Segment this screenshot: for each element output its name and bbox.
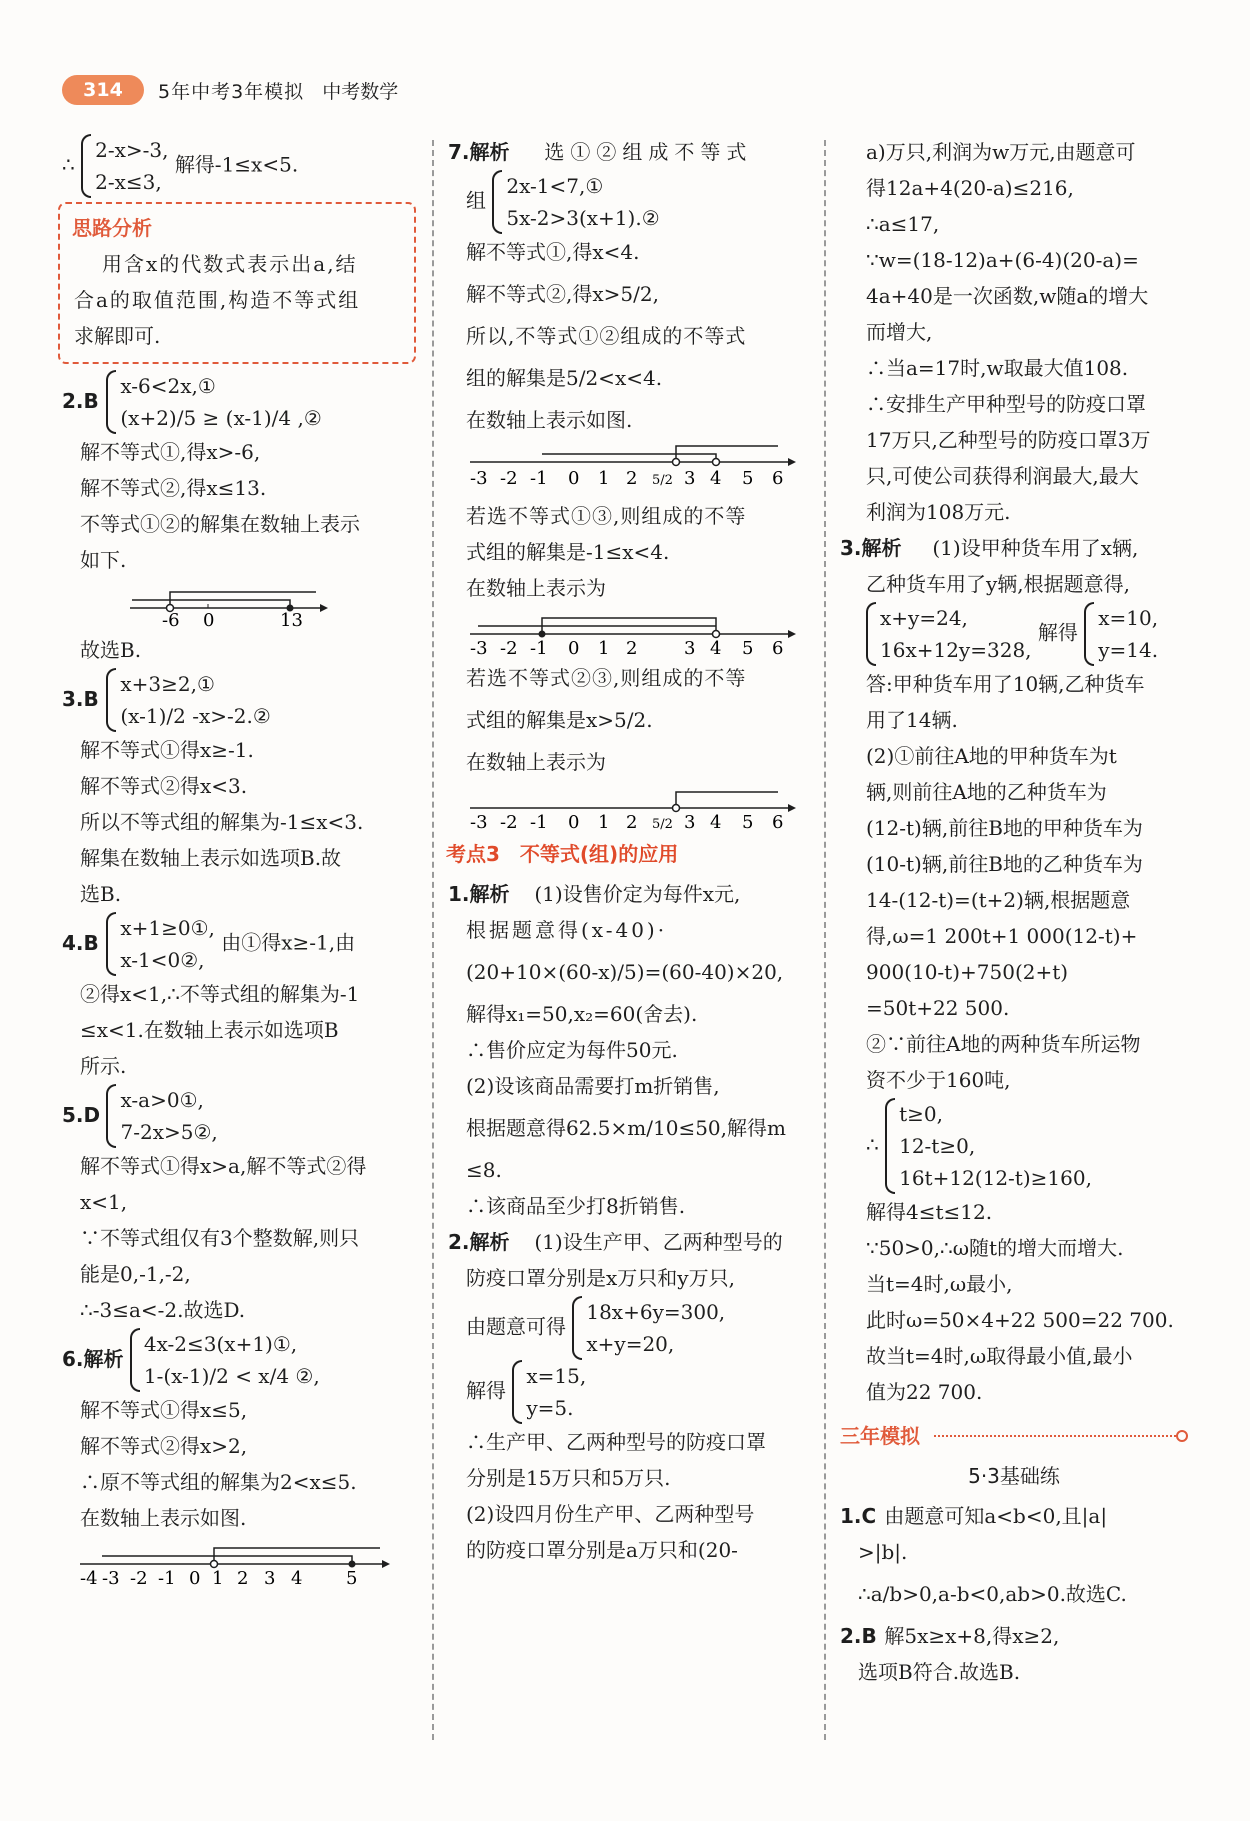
svg-text:-3: -3	[470, 468, 488, 489]
column-middle: 7.解析 选①②组成不等式 组 2x-1<7,① 5x-2>3(x+1).② 解不等式①,得x<4. 解不等式②,得x>5/2, 所以,不等式①②组成的不等式 组的解集是5/2<x<4. 在数轴上表示如图. -3 -2 -1 0 1 2 5/2 3 4 5 6 若选不等式①③,则组成的不等 式组的解集是-1≤x<4. 在数轴上表示为 -3 -2 -1 0 1 2 3 4 5 6 若选不等式②③,则组成的不等 式组的解集是x>5/2. 在数轴上表示为 -3 -2 -1 0 1 2 5/2 3 4 5 6 考点3 不等式(组)的应用 1.解析 (1)设售价定为每件x元, 根据题意得(x-40)· (20+10×(60-x)/5)=(60-40)×20, 解得x₁=50,x₂=60(舍去). ∴售价应定为每件50元. (2)设该商品需要打m折销售, 根据题意得62.5×m/10≤50,解得m ≤8. ∴该商品至少打8折销售. 2.解析 (1)设生产甲、乙两种型号的 防疫口罩分别是x万只和y万只, 由题意可得 18x+6y=300, x+y=20, 解得 x=15, y=5. ∴生产甲、乙两种型号的防疫口罩 分别是15万只和5万只. (2)设四月份生产甲、乙两种型号 的防疫口罩分别是a万只和(20-	[448, 134, 804, 1568]
svg-text:5/2: 5/2	[652, 473, 673, 488]
svg-text:5: 5	[346, 1568, 358, 1588]
svg-text:5: 5	[742, 812, 754, 832]
svg-text:1: 1	[598, 812, 610, 832]
svg-text:6: 6	[772, 812, 784, 832]
svg-text:6: 6	[772, 638, 784, 658]
svg-text:4: 4	[291, 1568, 303, 1588]
number-line-q7-a	[448, 440, 798, 496]
answer-line: ∴ 2-x>-3, 2-x≤3, 解得-1≤x<5.	[62, 134, 416, 198]
application-question-1: 1.解析 (1)设售价定为每件x元,	[448, 882, 741, 906]
svg-text:-2: -2	[130, 1568, 148, 1588]
svg-text:2: 2	[626, 812, 638, 832]
svg-text:4: 4	[710, 638, 722, 658]
subject-title: 中考数学	[322, 80, 399, 103]
column-left: ∴ 2-x>-3, 2-x≤3, 解得-1≤x<5. 思路分析 用含x的代数式表示出a,结 合a的取值范围,构造不等式组 求解即可. 2.B x-6<2x,① (x+2)/5 ≥ (x-1)/4 ,② 解不等式①,得x>-6, 解不等式②,得x≤13. 不等式①②的解集在数轴上表示 如下. -6 0 13 故选B. 3.B x+3≥2,① (x-1)/2 -x>-2.② 解不等式①得x≥-1. 解不等式②得x<3. 所以不等式组的解集为-1≤x<3. 解集在数轴上表示如选项B.故 选B. 4.B x+1≥0①, x-1<0②, 由①得x≥-1,由 ②得x<1,∴不等式组的解集为-1 ≤x<1.在数轴上表示如选项B 所示. 5.D x-a>0①, 7-2x>5②, 解不等式①得x>a,解不等式②得 x<1, ∵不等式组仅有3个整数解,则只 能是0,-1,-2, ∴-3≤a<-2.故选D. 6.解析 4x-2≤3(x+1)①, 1-(x-1)/2 < x/4 ②, 解不等式①得x≤5, 解不等式②得x>2, ∴原不等式组的解集为2<x≤5. 在数轴上表示如图. -4 -3 -2 -1 0 1 2 3 4 5	[62, 134, 416, 1590]
svg-text:3: 3	[264, 1568, 276, 1588]
svg-text:1: 1	[212, 1568, 224, 1588]
tick-label: -6	[162, 610, 180, 630]
column-right: a)万只,利润为w万元,由题意可 得12a+4(20-a)≤216, ∴a≤17, ∵w=(18-12)a+(6-4)(20-a)= 4a+40是一次函数,w随a的增大 而增大, ∴当a=17时,w取最大值108. ∴安排生产甲种型号的防疫口罩 17万只,乙种型号的防疫口罩3万 只,可使公司获得利润最大,最大 利润为108万元. 3.解析 (1)设甲种货车用了x辆, 乙种货车用了y辆,根据题意得, x+y=24, 16x+12y=328, 解得 x=10, y=14. 答:甲种货车用了10辆,乙种货车 用了14辆. (2)①前往A地的甲种货车为t 辆,则前往A地的乙种货车为 (12-t)辆,前往B地的甲种货车为 (10-t)辆,前往B地的乙种货车为 14-(12-t)=(t+2)辆,根据题意 得,ω=1 200t+1 000(12-t)+ 900(10-t)+750(2+t) =50t+22 500. ②∵前往A地的两种货车所运物 资不少于160吨, ∴ t≥0, 12-t≥0, 16t+12(12-t)≥160, 解得4≤t≤12. ∵50>0,∴ω随t的增大而增大. 当t=4时,ω最小, 此时ω=50×4+22 500=22 700. 故当t=4时,ω取得最小值,最小 值为22 700. 三年模拟 5·3基础练 1.C 由题意可知a<b<0,且|a| >|b|. ∴a/b>0,a-b<0,ab>0.故选C. 2.B 解5x≥x+8,得x≥2, 选项B符合.故选B.	[840, 134, 1188, 1690]
page-header	[62, 74, 398, 106]
svg-text:4: 4	[710, 812, 722, 832]
svg-text:-2: -2	[500, 812, 518, 832]
svg-text:-2: -2	[500, 468, 518, 489]
svg-text:3: 3	[684, 638, 696, 658]
column-divider	[432, 140, 434, 1740]
svg-text:-3: -3	[102, 1568, 120, 1588]
svg-text:0: 0	[189, 1568, 201, 1588]
section-three-year-mock: 三年模拟	[840, 1418, 1188, 1454]
question-6: 6.解析 4x-2≤3(x+1)①, 1-(x-1)/2 < x/4 ②,	[62, 1328, 416, 1392]
question-5: 5.D x-a>0①, 7-2x>5②,	[62, 1084, 416, 1148]
svg-text:-1: -1	[158, 1568, 176, 1588]
svg-text:3: 3	[684, 812, 696, 832]
svg-text:6: 6	[772, 468, 784, 489]
svg-text:2: 2	[626, 638, 638, 658]
svg-text:-4: -4	[80, 1568, 98, 1588]
svg-text:-1: -1	[530, 812, 548, 832]
svg-text:5/2: 5/2	[652, 817, 673, 832]
question-2: 2.B x-6<2x,① (x+2)/5 ≥ (x-1)/4 ,②	[62, 370, 416, 434]
application-question-3: 3.解析 (1)设甲种货车用了x辆,	[840, 536, 1139, 560]
idea-analysis-box: 思路分析 用含x的代数式表示出a,结 合a的取值范围,构造不等式组 求解即可.	[58, 202, 416, 364]
svg-text:3: 3	[684, 468, 696, 489]
svg-text:4: 4	[710, 468, 722, 489]
book-title: 5年中考3年模拟	[158, 80, 305, 103]
tick-label: 13	[280, 610, 303, 630]
application-question-2: 2.解析 (1)设生产甲、乙两种型号的	[448, 1230, 783, 1254]
circle-icon	[1176, 1430, 1188, 1442]
number-line-q7-b	[448, 608, 798, 658]
page-number-badge: 314	[62, 75, 144, 105]
number-line-q6	[62, 1538, 402, 1588]
svg-text:1: 1	[598, 468, 610, 489]
question-3: 3.B x+3≥2,① (x-1)/2 -x>-2.②	[62, 668, 416, 732]
svg-text:2: 2	[626, 468, 638, 489]
inequality-system: 2-x>-3, 2-x≤3,	[81, 134, 168, 198]
svg-text:-3: -3	[470, 638, 488, 658]
tick-label: 0	[203, 610, 215, 630]
number-line-q7-c	[448, 782, 798, 832]
subsection-title: 5·3基础练	[968, 1464, 1060, 1488]
svg-text:5: 5	[742, 638, 754, 658]
svg-text:-1: -1	[530, 638, 548, 658]
svg-text:-1: -1	[530, 468, 548, 489]
question-7: 7.解析 选①②组成不等式	[448, 140, 753, 164]
svg-text:1: 1	[598, 638, 610, 658]
svg-text:0: 0	[568, 812, 580, 832]
svg-text:-3: -3	[470, 812, 488, 832]
svg-text:-2: -2	[500, 638, 518, 658]
practice-question-1: 1.C 由题意可知a<b<0,且|a|	[840, 1504, 1108, 1528]
section-heading-kaodian-3: 考点3 不等式(组)的应用	[446, 842, 679, 866]
svg-text:2: 2	[237, 1568, 249, 1588]
svg-text:0: 0	[568, 468, 580, 489]
column-divider	[824, 140, 826, 1740]
svg-text:0: 0	[568, 638, 580, 658]
practice-question-2: 2.B 解5x≥x+8,得x≥2,	[840, 1624, 1060, 1648]
box-title: 思路分析	[72, 216, 152, 240]
question-4: 4.B x+1≥0①, x-1<0②, 由①得x≥-1,由	[62, 912, 416, 976]
svg-text:5: 5	[742, 468, 754, 489]
number-line-q2	[80, 580, 330, 630]
